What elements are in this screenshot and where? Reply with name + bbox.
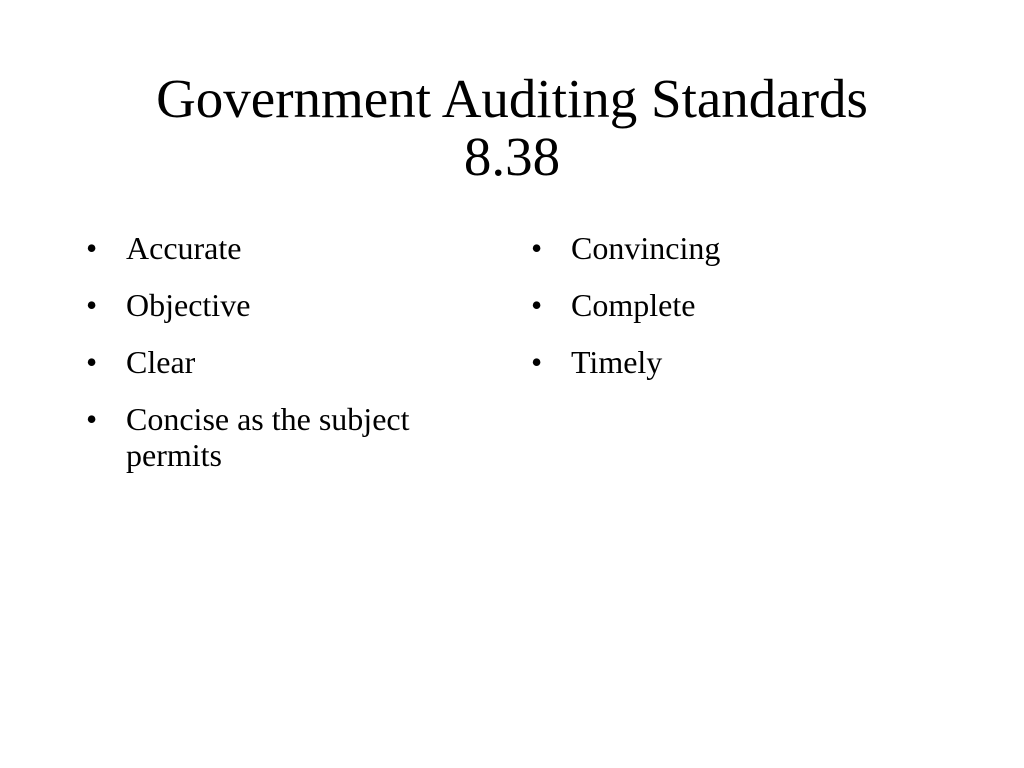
list-item-text: Concise as the subject permits: [126, 401, 410, 473]
list-item-text: Clear: [126, 344, 196, 380]
bullet-icon: •: [531, 287, 543, 323]
slide-title-line-1: Government Auditing Standards: [156, 68, 868, 129]
bullet-list-right: [531, 230, 941, 401]
list-item-text: Complete: [571, 287, 696, 323]
bullet-list-left: [86, 230, 496, 494]
bullet-icon: •: [86, 401, 98, 437]
list-item-text: Accurate: [126, 230, 242, 266]
bullet-icon: •: [86, 344, 98, 380]
list-item: [531, 344, 941, 380]
bullet-icon: •: [86, 230, 98, 266]
list-item: [86, 344, 496, 380]
list-item: [86, 230, 496, 266]
list-item: [86, 287, 496, 323]
slide-title-line-2: 8.38: [463, 126, 561, 187]
bullet-icon: •: [531, 344, 543, 380]
bullet-icon: •: [531, 230, 543, 266]
list-item: [531, 287, 941, 323]
list-item-text: Objective: [126, 287, 251, 323]
list-item: [531, 230, 941, 266]
list-item: [86, 401, 496, 473]
list-item-text: Timely: [571, 344, 663, 380]
list-item-text: Convincing: [571, 230, 721, 266]
slide-title: [60, 70, 964, 186]
bullet-icon: •: [86, 287, 98, 323]
